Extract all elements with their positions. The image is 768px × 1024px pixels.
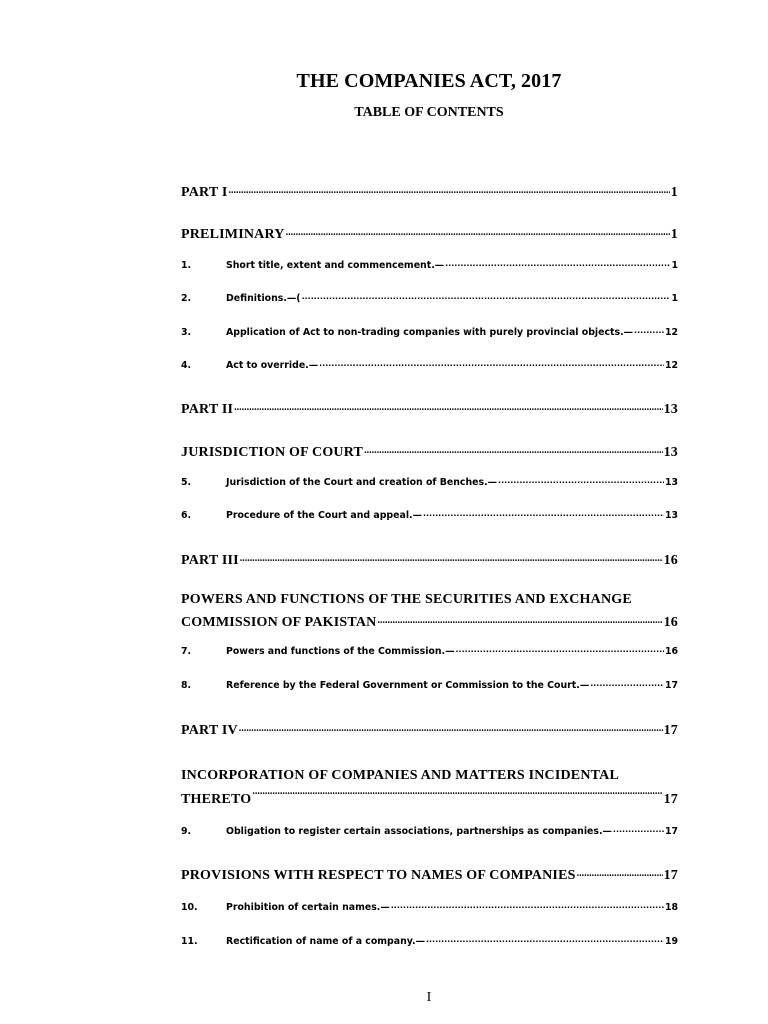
toc-heading-part-2[interactable]	[181, 399, 678, 418]
toc-item-number: 3.	[181, 327, 192, 339]
toc-item-10[interactable]	[181, 901, 678, 913]
toc-item-text: Obligation to register certain associations, partnerships as companies.—	[226, 826, 612, 838]
toc-dot-leader	[426, 935, 664, 944]
toc-page-number: 1	[670, 185, 678, 200]
toc-item-number: 8.	[181, 680, 192, 692]
toc-page-number: 1	[671, 293, 678, 305]
document-subtitle: TABLE OF CONTENTS	[354, 105, 504, 120]
toc-dot-leader	[423, 509, 664, 518]
toc-heading-line2	[181, 612, 678, 631]
toc-item-number: 11.	[181, 936, 198, 948]
toc-item-number: 2.	[181, 293, 192, 305]
toc-item-number: 10.	[181, 902, 198, 914]
toc-dot-leader	[378, 612, 663, 626]
toc-heading-part-3[interactable]	[181, 550, 678, 569]
toc-page-number: 16	[663, 553, 678, 568]
toc-dot-leader	[498, 476, 664, 485]
toc-heading-text: PART II	[181, 402, 234, 417]
toc-dot-leader	[364, 442, 662, 456]
toc-item-text: Reference by the Federal Government or Commission to the Court.—	[226, 680, 590, 692]
toc-item-11[interactable]	[181, 935, 678, 947]
toc-heading-text: PART III	[181, 553, 239, 568]
toc-dot-leader	[319, 359, 664, 368]
toc-item-text: Procedure of the Court and appeal.—	[226, 510, 422, 522]
toc-heading-names-of-companies[interactable]	[181, 865, 678, 884]
toc-heading-preliminary[interactable]	[181, 224, 678, 243]
toc-dot-leader	[445, 259, 670, 268]
toc-page-number: 16	[664, 646, 678, 658]
toc-page-number: 13	[663, 402, 678, 417]
toc-heading-text: JURISDICTION OF COURT	[181, 445, 364, 460]
toc-dot-leader	[613, 825, 664, 834]
toc-item-text: Short title, extent and commencement.—	[226, 260, 445, 272]
toc-heading-text-line1: POWERS AND FUNCTIONS OF THE SECURITIES AND EXCHANGE	[181, 592, 632, 607]
toc-item-9[interactable]	[181, 825, 678, 837]
toc-page-number: 19	[664, 936, 678, 948]
toc-heading-line2	[181, 789, 678, 811]
toc-heading-text: PART I	[181, 185, 228, 200]
toc-item-text: Rectification of name of a company.—	[226, 936, 425, 948]
toc-item-text: Act to override.—	[226, 360, 319, 372]
toc-item-6[interactable]	[181, 509, 678, 521]
toc-page-number: 13	[664, 477, 678, 489]
toc-page-number: 17	[663, 792, 678, 807]
toc-item-number: 5.	[181, 477, 192, 489]
toc-item-number: 4.	[181, 360, 192, 372]
toc-page-number: 17	[664, 680, 678, 692]
toc-item-1[interactable]	[181, 259, 678, 271]
toc-heading-part-1[interactable]	[181, 182, 678, 201]
toc-dot-leader	[590, 679, 664, 688]
toc-page-number: 12	[664, 360, 678, 372]
toc-item-text: Prohibition of certain names.—	[226, 902, 390, 914]
toc-page-number: 18	[664, 902, 678, 914]
toc-item-text: Application of Act to non-trading companies with purely provincial objects.—	[226, 327, 634, 339]
toc-page-number: 1	[671, 260, 678, 272]
toc-dot-leader	[302, 292, 671, 301]
toc-item-text: Powers and functions of the Commission.—	[226, 646, 455, 658]
toc-dot-leader	[252, 789, 662, 803]
toc-item-text: Definitions.—(	[226, 293, 301, 305]
toc-heading-text-line1: INCORPORATION OF COMPANIES AND MATTERS INCIDENTAL	[181, 768, 619, 783]
toc-heading-text: COMMISSION OF PAKISTAN	[181, 615, 377, 630]
toc-item-number: 7.	[181, 646, 192, 658]
toc-dot-leader	[286, 224, 670, 238]
toc-dot-leader	[239, 720, 663, 734]
toc-page-number: 13	[664, 510, 678, 522]
toc-page-number: 1	[670, 227, 678, 242]
toc-heading-text: PART IV	[181, 723, 238, 738]
toc-heading-incorporation[interactable]	[181, 765, 678, 811]
toc-page-number: 16	[663, 615, 678, 630]
toc-item-2[interactable]	[181, 292, 678, 304]
toc-dot-leader	[455, 645, 663, 654]
toc-item-number: 6.	[181, 510, 192, 522]
toc-heading-text: PROVISIONS WITH RESPECT TO NAMES OF COMPANIES	[181, 868, 576, 883]
document-title: THE COMPANIES ACT, 2017	[296, 70, 562, 92]
toc-dot-leader	[240, 550, 663, 564]
toc-page-number: 12	[664, 327, 678, 339]
toc-item-text: Jurisdiction of the Court and creation of Benches.—	[226, 477, 498, 489]
toc-dot-leader	[391, 901, 664, 910]
toc-dot-leader	[577, 865, 663, 879]
toc-item-number: 9.	[181, 826, 192, 838]
toc-item-3[interactable]	[181, 326, 678, 338]
toc-item-4[interactable]	[181, 359, 678, 371]
page-number-footer: I	[426, 990, 432, 1005]
toc-page-number: 13	[663, 445, 678, 460]
toc-dot-leader	[228, 182, 669, 196]
toc-page-number: 17	[663, 868, 678, 883]
toc-heading-jurisdiction[interactable]	[181, 442, 678, 461]
toc-heading-text: THERETO	[181, 792, 252, 807]
toc-heading-part-4[interactable]	[181, 720, 678, 739]
toc-page-number: 17	[663, 723, 678, 738]
toc-item-number: 1.	[181, 260, 192, 272]
toc-dot-leader	[234, 399, 662, 413]
toc-heading-powers-functions[interactable]	[181, 592, 678, 631]
toc-item-7[interactable]	[181, 645, 678, 657]
toc-item-5[interactable]	[181, 476, 678, 488]
toc-item-8[interactable]	[181, 679, 678, 691]
toc-dot-leader	[634, 326, 664, 335]
toc-heading-text: PRELIMINARY	[181, 227, 285, 242]
toc-page-number: 17	[664, 826, 678, 838]
